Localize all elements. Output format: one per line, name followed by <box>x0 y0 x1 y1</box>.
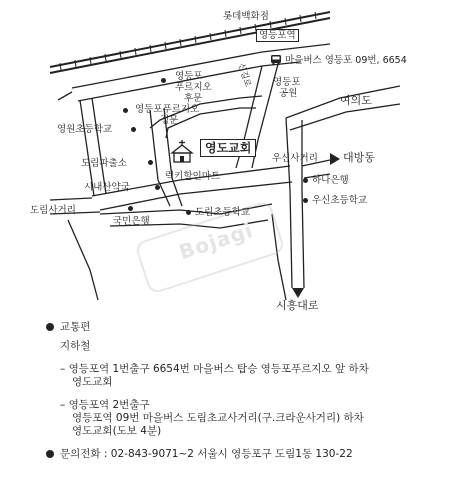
bullet-icon <box>46 450 54 458</box>
pharmacy-marker <box>155 185 160 190</box>
transport-title: 교통편 <box>60 321 91 333</box>
contact-label: 문의전화 <box>60 448 101 460</box>
transport-heading <box>46 321 446 334</box>
purgio-marker <box>161 78 166 83</box>
arrow-right-icon <box>330 153 340 165</box>
road-siheung-2 <box>302 120 304 288</box>
label-hana-bank: 하나은행 <box>312 175 349 186</box>
contact-value: : 02-843-9071~2 서울시 영등포구 도림1동 130-22 <box>100 448 353 460</box>
bus-icon <box>270 54 282 66</box>
yeongwon-school-marker <box>131 127 136 132</box>
road-lower-left <box>50 198 92 200</box>
label-kookmin: 국민은행 <box>113 216 150 227</box>
label-dorim-school: 도림초등학교 <box>195 207 251 218</box>
route1-line2: 영도교회 <box>72 376 113 388</box>
purgio-main-marker <box>123 108 128 113</box>
route2-title: – 영등포역 2번출구 <box>60 399 150 411</box>
road-left <box>58 92 72 100</box>
kookmin-marker <box>128 206 133 211</box>
route2-line1: 영등포역 09번 마을버스 도림초교사거리(구.크라운사거리) 하차 <box>72 412 364 424</box>
road-curve-left <box>68 220 98 300</box>
church-label: 영도교회 <box>200 139 256 157</box>
label-bus-info: 마을버스 영등포 09번, 6654 <box>285 55 407 66</box>
police-marker <box>148 160 153 165</box>
label-usin-school: 우신초등학교 <box>312 195 368 206</box>
church-icon <box>170 139 194 163</box>
label-yeongdeungpo-1: 영등포 <box>175 71 203 82</box>
contact-row <box>46 448 446 461</box>
label-yeouido: 여의도 <box>340 94 372 107</box>
route2-line2: 영도교회(도보 4분) <box>72 425 162 437</box>
info-section <box>46 321 446 461</box>
label-jeongmun: 정문 <box>160 115 179 126</box>
label-singil-road: 신길로 <box>235 62 253 89</box>
route1-line1: – 영등포역 1번출구 6654번 마을버스 탑승 영등포푸르지오 앞 하차 <box>60 363 369 375</box>
label-yeongwon-school: 영원초등학교 <box>57 124 113 135</box>
bullet-icon <box>46 323 54 331</box>
hana-marker <box>303 178 308 183</box>
label-park-1: 영등포 <box>273 77 301 88</box>
road-yeouido-2 <box>290 104 400 130</box>
label-lucky-mart: 럭키할인마트 <box>165 171 221 182</box>
label-purgio-main: 영등포푸르지오 <box>135 104 200 115</box>
arrow-down-icon <box>292 288 304 298</box>
label-purgio: 푸르지오 <box>175 82 212 93</box>
watermark-text: Bojagi <box>176 217 257 265</box>
label-dorim-junction: 도림사거리 <box>30 205 76 216</box>
label-park-2: 공원 <box>279 88 298 99</box>
label-lotte: 롯데백화점 <box>223 11 269 22</box>
subway-title: 지하철 <box>60 340 91 352</box>
label-police: 도림파출소 <box>81 158 127 169</box>
road-siheung <box>286 118 292 288</box>
label-usin-junction: 우신사거리 <box>272 153 318 164</box>
usin-school-marker <box>303 198 308 203</box>
dorim-school-marker <box>186 210 191 215</box>
label-yeongdeungpo-station: 영등포역 <box>256 29 299 42</box>
label-hume: 후문 <box>184 93 203 104</box>
label-siheung-road: 시흥대로 <box>276 299 319 312</box>
label-daebangdong: 대방동 <box>343 151 375 164</box>
road-curve-right <box>272 214 286 300</box>
label-pharmacy: 시내산약국 <box>84 182 130 193</box>
road-west-2 <box>92 98 106 194</box>
